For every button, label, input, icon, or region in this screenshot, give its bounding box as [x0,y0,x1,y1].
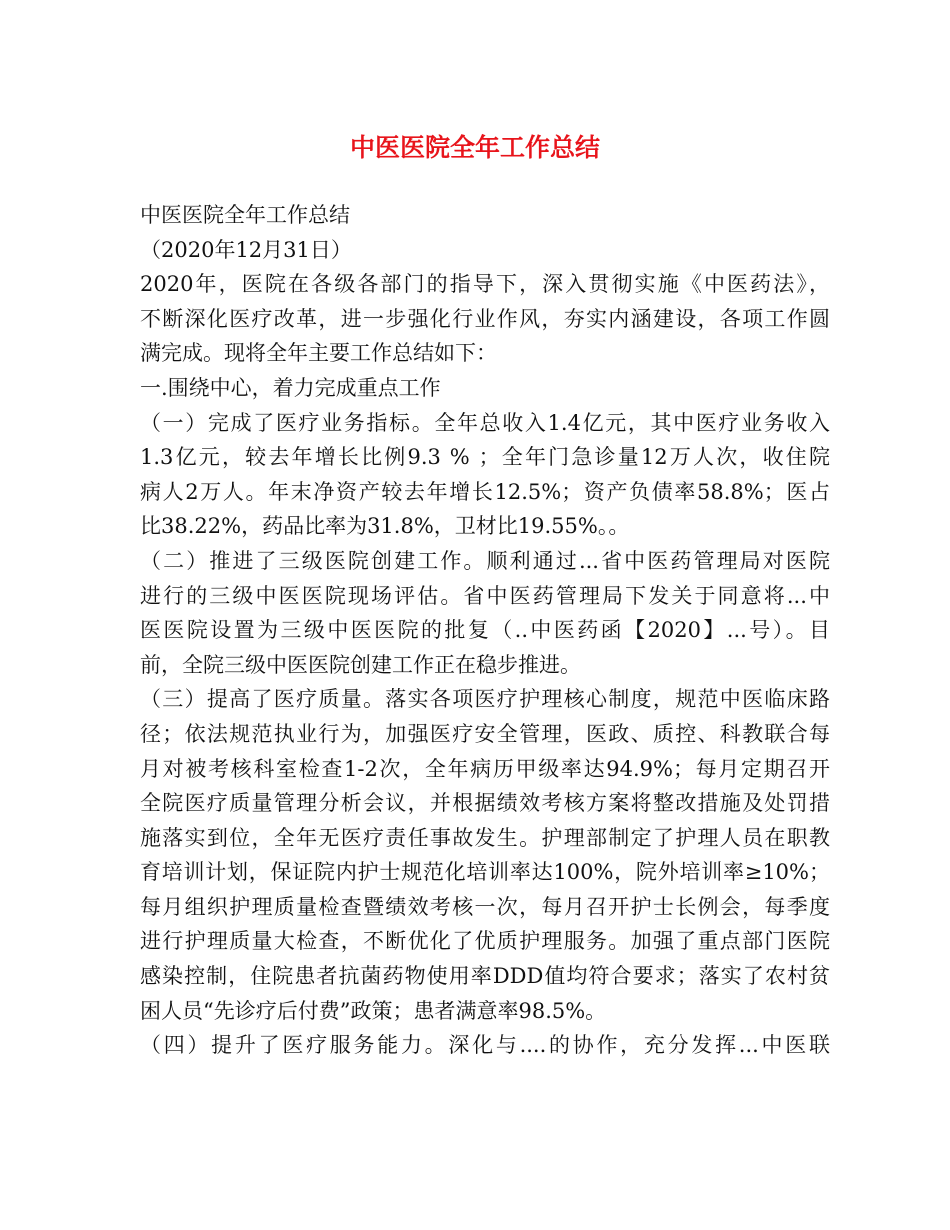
body-line: 一.围绕中心，着力完成重点工作 [140,375,441,400]
body-line: （二）推进了三级医院创建工作。顺利通过...省中医药管理局对医院 [140,548,830,573]
body-line: 中医医院全年工作总结 [140,203,350,227]
document-title: 中医医院全年工作总结 [349,133,600,162]
body-line: 施落实到位，全年无医疗责任事故发生。护理部制定了护理人员在职教 [140,825,830,850]
body-line: 全院医疗质量管理分析会议，并根据绩效考核方案将整改措施及处罚措 [140,791,830,816]
body-line: 不断深化医疗改革，进一步强化行业作风，夯实内涵建设，各项工作圆 [140,306,830,331]
body-line: 2020年，医院在各级各部门的指导下，深入贯彻实施《中医药法》， [140,272,830,297]
body-line: 医医院设置为三级中医医院的批复（..中医药函【2020】...号）。目 [140,618,830,643]
body-line: 病人2万人。年末净资产较去年增长12.5%；资产负债率58.8%；医占 [140,479,830,504]
body-line: 比38.22%，药品比率为31.8%，卫材比19.55%。。 [140,514,630,539]
body-line: 感染控制，住院患者抗菌药物使用率DDD值均符合要求；落实了农村贫 [140,964,830,989]
body-line: （一）完成了医疗业务指标。全年总收入1.4亿元，其中医疗业务收入 [140,410,830,435]
body-line: （四）提升了医疗服务能力。深化与....的协作，充分发挥...中医联 [140,1033,830,1058]
body-line: 满完成。现将全年主要工作总结如下： [140,341,497,366]
body-line: （三）提高了医疗质量。落实各项医疗护理核心制度，规范中医临床路 [140,687,830,712]
body-line: 进行的三级中医医院现场评估。省中医药管理局下发关于同意将...中 [140,583,830,608]
body-line: 径；依法规范执业行为，加强医疗安全管理，医政、质控、科教联合每 [140,721,830,746]
body-line: 前，全院三级中医医院创建工作正在稳步推进。 [140,652,581,677]
body-line: （2020年12月31日） [140,237,352,262]
body-line: 月对被考核科室检查1-2次，全年病历甲级率达94.9%；每月定期召开 [140,756,830,781]
body-line: 育培训计划，保证院内护士规范化培训率达100%，院外培训率≥10%； [140,860,830,885]
body-line: 进行护理质量大检查，不断优化了优质护理服务。加强了重点部门医院 [140,929,830,954]
body-line: 困人员“先诊疗后付费”政策；患者满意率98.5%。 [140,998,607,1023]
document-body [140,198,830,1063]
body-line: 每月组织护理质量检查暨绩效考核一次，每月召开护士长例会，每季度 [140,894,830,919]
body-line: 1.3亿元，较去年增长比例9.3 % ；全年门急诊量12万人次，收住院 [140,445,830,470]
